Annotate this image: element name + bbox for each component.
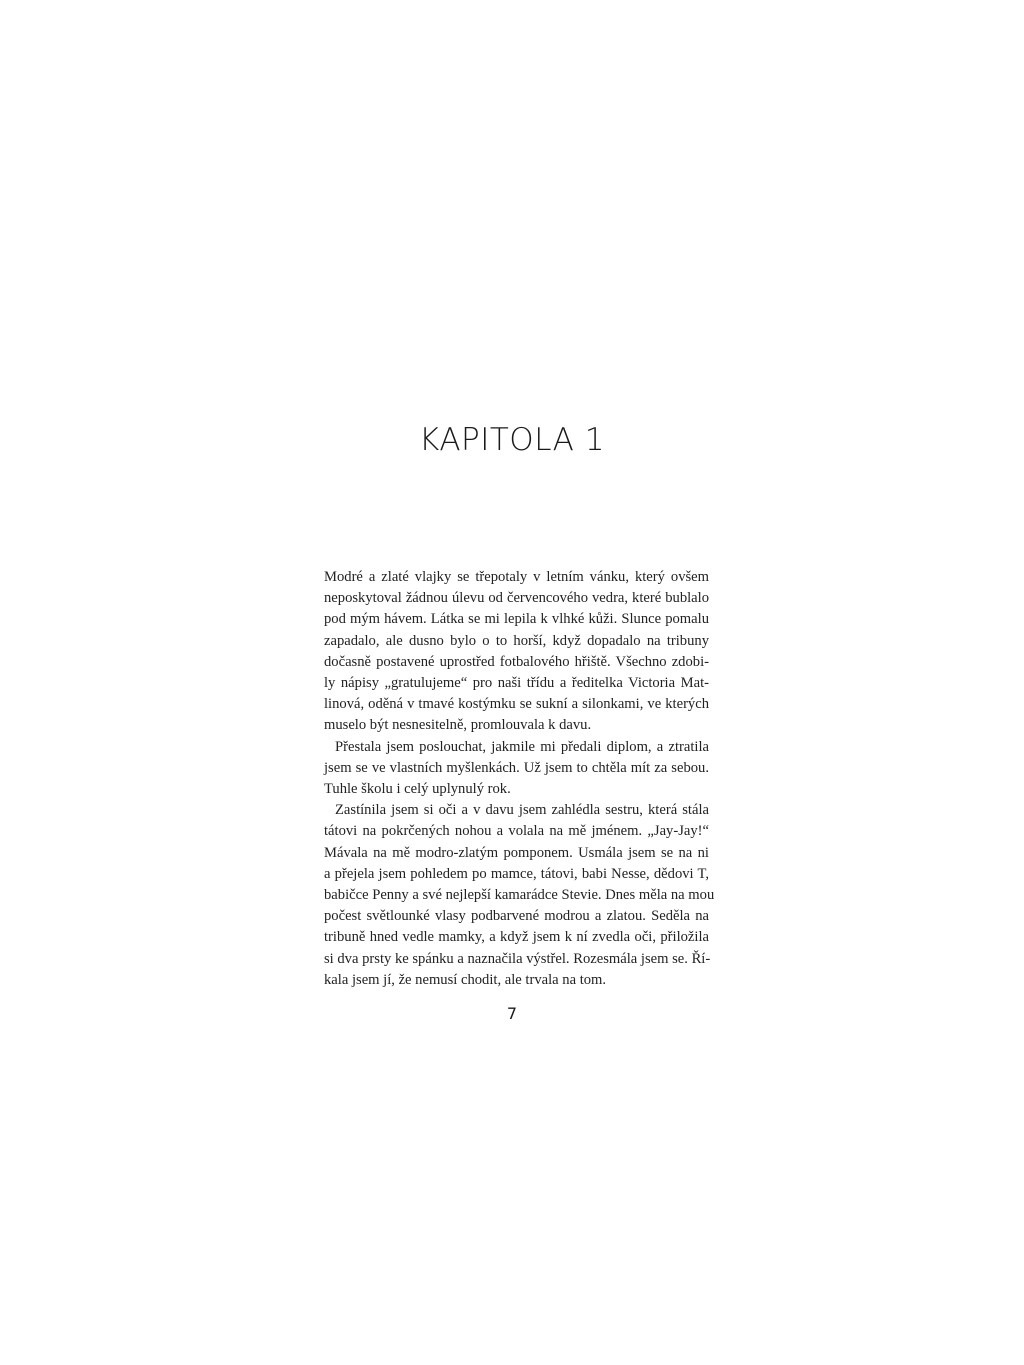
- text-line: Přestala jsem poslouchat, jakmile mi předali diplom, a ztratila: [335, 738, 709, 755]
- text-line: babičce Penny a své nejlepší kamarádce Stevie. Dnes měla na mou: [324, 887, 715, 904]
- chapter-title: KAPITOLA 1: [419, 422, 605, 458]
- text-line: tátovi na pokrčených nohou a volala na mě jménem. „Jay-Jay!“: [324, 823, 709, 840]
- text-line: linová, oděná v tmavé kostýmku se sukní a silonkami, ve kterých: [324, 696, 709, 713]
- text-line: Mávala na mě modro-zlatým pomponem. Usmála jsem se na ni: [324, 844, 709, 861]
- text-line: neposkytoval žádnou úlevu od červencového vedra, které bublalo: [324, 590, 709, 607]
- page-number: 7: [506, 1004, 518, 1023]
- text-line: jsem se ve vlastních myšlenkách. Už jsem to chtěla mít za sebou.: [324, 759, 709, 776]
- chapter-body-text: [324, 567, 715, 991]
- text-line: pod mým hávem. Látka se mi lepila k vlhké kůži. Slunce pomalu: [324, 611, 709, 628]
- text-line: muselo být nesnesitelně, promlouvala k davu.: [324, 717, 592, 734]
- text-line: dočasně postavené uprostřed fotbalového hřiště. Všechno zdobi-: [324, 653, 709, 670]
- text-line: a přejela jsem pohledem po mamce, tátovi, babi Nesse, dědovi T,: [324, 865, 709, 882]
- text-line: Zastínila jsem si oči a v davu jsem zahlédla sestru, která stála: [335, 802, 709, 819]
- text-line: tribuně hned vedle mamky, a když jsem k ní zvedla oči, přiložila: [324, 929, 709, 946]
- text-line: kala jsem jí, že nemusí chodit, ale trvala na tom.: [324, 971, 607, 988]
- text-line: Modré a zlaté vlajky se třepotaly v letním vánku, který ovšem: [324, 569, 709, 585]
- text-line: Tuhle školu i celý uplynulý rok.: [324, 781, 511, 798]
- text-line: ly nápisy „gratulujeme“ pro naši třídu a ředitelka Victoria Mat-: [324, 675, 709, 692]
- text-line: zapadalo, ale dusno bylo o to horší, když dopadalo na tribuny: [324, 632, 709, 649]
- text-line: si dva prsty ke spánku a naznačila výstřel. Rozesmála jsem se. Ří-: [324, 950, 711, 967]
- text-line: počest světlounké vlasy podbarvené modrou a zlatou. Seděla na: [324, 908, 709, 925]
